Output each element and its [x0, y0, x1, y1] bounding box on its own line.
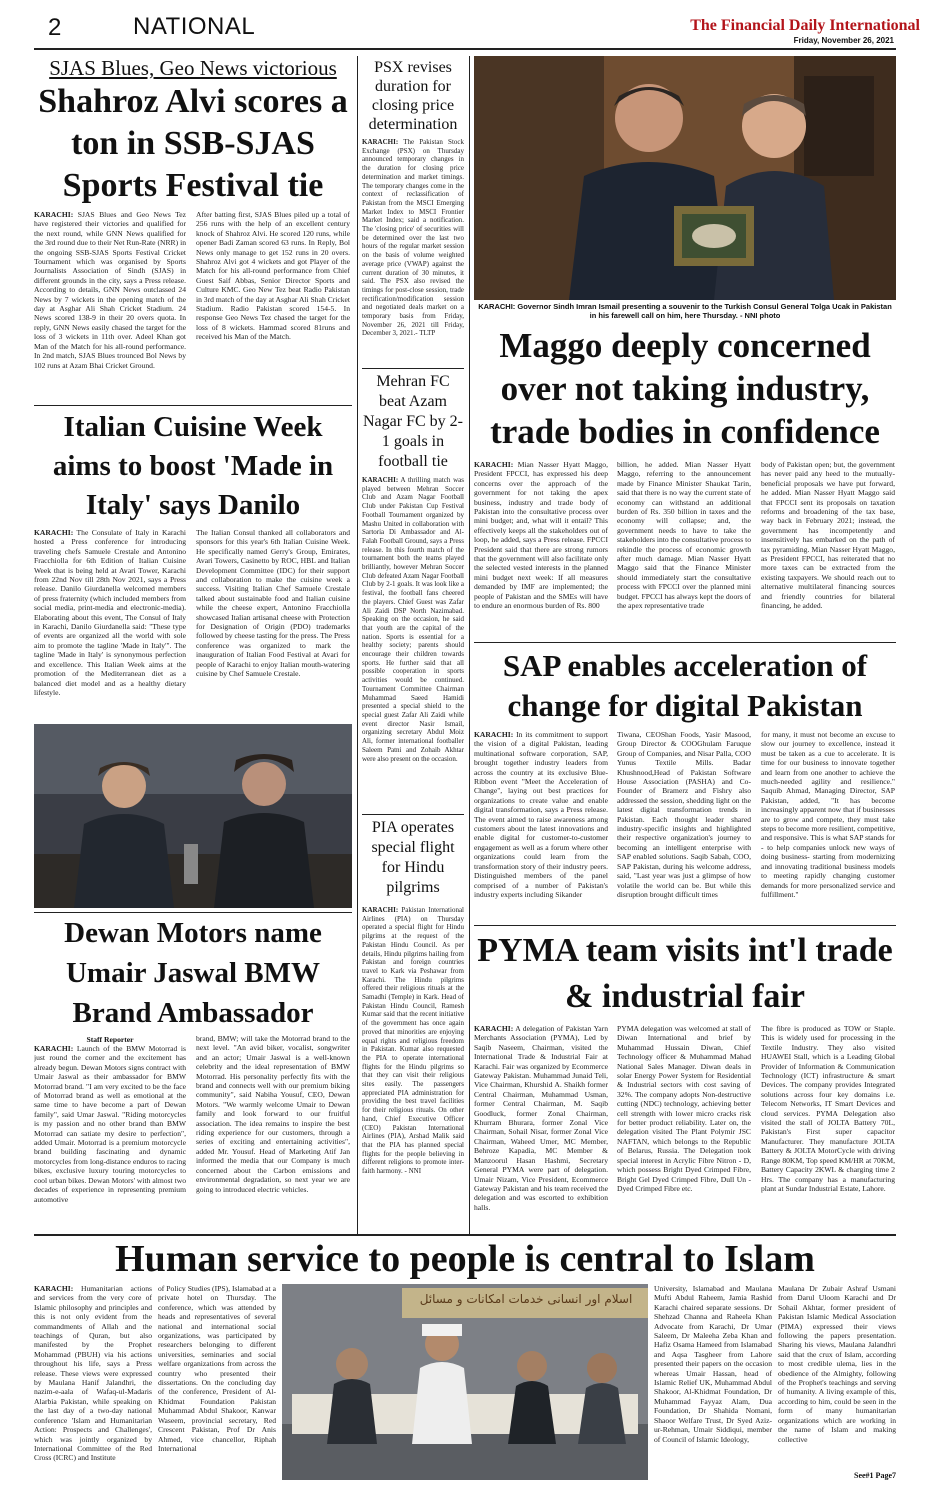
issue-date: Friday, November 26, 2021	[793, 36, 894, 45]
story10-body-col3	[654, 1284, 772, 1480]
story6-body-col2	[617, 730, 751, 922]
story10-text-col2: of Policy Studies (IPS), Islamabad at a private hotel on Thursday. The conference, which was attended by heads and representatives of several national and international social organizations, was participated by researchers belonging to different universities, seminaries and social welfare organizations from across the country who presented their dissertations. On the concluding day of the conference, President of Al-Khidmat Foundation Pakistan Muhammad Abdul Shakoor, Kanwar Waseem, provincial secretary, Red Crescent Pakistan, Prof Dr Anis Ahmed, vice chancellor, Riphah International	[158, 1284, 276, 1453]
story7-text: Pakistan International Airlines (PIA) on Thursday operated a special flight for Hindu pilgrims at the request of the Pakistan Hindu Council. As per details, Hindu pilgrims hailing from Pakistan and foreign countries travel to Kark via Peshawar from Karachi. The Hindu pilgrims offered their religious rituals at the Samadhi (Temple) in Kark. Head of Pakistan Hindu Council, Ramesh Kumar said that the recent initiative of the government has once again proved that minorities are enjoying equal rights and religious freedom in Pakistan. Kumar also requested the PIA to operate international flights for the Hindu pilgrims so that they can visit their religious sites easily. The passengers appreciated PIA administration for providing the best travel facilities for their religious rituals. On other hand, Chief Executive Officer (CEO) Pakistan International Airlines (PIA), Arshad Malik said that the PIA has planned special flights for the people believing in different religions to promote inter-faith harmony. - NNI	[362, 906, 464, 1176]
story4-body	[362, 476, 464, 810]
story5-body-col2	[617, 460, 751, 638]
story-rule	[474, 925, 896, 926]
conference-banner-text: اسلام اور انسانی خدمات امکانات و مسائل	[419, 1292, 633, 1306]
story1-body-col1	[34, 210, 186, 403]
story5-body-col1	[474, 460, 608, 638]
story5-text-col3: body of Pakistan open; but, the government has never paid any heed to the mutually-beneficial proposals we have put forward, he added. Mian Nasser Hyatt Maggo said that FPCCI sent its proposals on taxation reforms and broadening of the tax base, way back in February 2021; instead, the government has incompetently and insensitively has embarked on the path of tax pyramiding. Mian Nasser Hyatt Maggo, as President FPCCI, has reiterated that no more taxes can be extracted from the existing taxpayers. We should reach out to alternative multilateral financing sources and friendly countries for bilateral financing, he added.	[761, 460, 895, 611]
column-rule	[357, 56, 358, 1236]
masthead: The Financial Daily International	[690, 17, 920, 34]
story3-body-col1	[34, 528, 186, 718]
story8-dateline: KARACHI:	[34, 1044, 74, 1053]
column-rule	[469, 56, 470, 1236]
story9-text-col2: PYMA delegation was welcomed at stall of Diwan International and brief by Muhammad Hussain Diwan, Chief Technology officer & Muhammad Mahad National Sales Manager. Diwan deals in solar Energy Power System for Residential & Industrial sectors with cost saving of 32%. The company adopts Non-destructive cutting (NDC) technology, achieving better cell strength with lower micro cracks risk for better product reliability. Later on, the delegation visited The Plant Polymir JSC NAFTAN, which belongs to the Republic of Belarus, Russia. The Delegation took special interest in Acrylic Fibre Nitron - D, which possess Bright Dyed Crimped Fibre, Bright Gel Dyed Crimped Fibre, Dull Un - Dyed Crimped Fibre etc.	[617, 1024, 751, 1193]
governor-consul-illustration	[474, 56, 896, 300]
story9-body-col1	[474, 1024, 608, 1230]
story9-body-col3	[761, 1024, 895, 1230]
story3-headline: Italian Cuisine Week aims to boost 'Made in Italy' says Danilo	[52, 411, 334, 521]
story7-headline: PIA operates special flight for Hindu pilgrims	[371, 819, 455, 896]
story5-headline: Maggo deeply concerned over not taking industry, trade bodies in confidence	[490, 326, 880, 451]
story2-text: The Pakistan Stock Exchange (PSX) on Thursday announced temporary changes in the duration for closing price determination and market timings. The temporary changes come in the context of reclassification of Pakistan from the MSCI Emerging Market Index to MSCI Frontier Market Index; said a notification. The 'closing price' of securities will be determined over the last two hours of the regular market session on the basis of volume weighted average price (VWAP) against the current duration of 30 minutes, it said. The PSX also revised the timings for post-close session, trade rectification/modification session and negotiated deals market on a temporary basis from Friday, November 26, 2021 till Friday, December 3, 2021.- TLTP	[362, 138, 464, 338]
story-rule	[34, 405, 352, 406]
story5-text-col2: billion, he added. Mian Nasser Hyatt Maggo, referring to the announcement made by Finance Minister Shaukat Tarin, said that there is no way the current state of economy can withstand an additional burden of Rs. 350 billion in taxes and the economy will collapse; and, the government needs to have to take the stakeholders into the consultative process to rekindle the process of economic growth after much damage. Mian Nasser Hyatt Maggo said that the Finance Minister should immediately start the consultative process with FPCCI over the planned mini budget. FPCCI has always kept the doors of the apex representative trade	[617, 460, 751, 611]
story10-text-col1: Humanitarian actions and services from the very core of Islamic philosophy and principles and this is not only evident from the commandments of Allah and the teachings of Quran, but also manifested by the Prophet Mohammad (PBUH) via his actions throughout his life, says a Press release. These views were expressed by Maulana Hanif Jalandhri, the nazim-e-aala of Wafaq-ul-Madaris Alarbia Pakistan, while speaking on the last day of a two-day national conference 'Islam and Humanitarian Action: Prospects and Challenges', which was jointly organized by International Committee of the Red Cross (ICRC) and Institute	[34, 1284, 152, 1463]
story10-body-col1	[34, 1284, 152, 1480]
story8-headline: Dewan Motors name Umair Jaswal BMW Brand Ambassador	[64, 917, 322, 1029]
governor-consul-photo	[474, 56, 896, 300]
story6-text-col3: for many, it must not become an excuse to slow our journey to excellence, instead it must be taken as a cue to accelerate. It is time for our business to innovate together and learn from one another to achieve the much-needed agility and resilience." Saquib Ahmad, Managing Director, SAP Pakistan, added, "It has become increasingly apparent now that if businesses are to grow and compete, they must take steps to become more resilient, competitive, and responsive. This is what SAP stands for - to help companies unlock new ways of doing business- starting from modernizing and innovating traditional business models to meeting rapidly changing customer demands for more personalized service and fulfillment."	[761, 730, 895, 899]
page-number: 2	[48, 14, 62, 41]
italian-press-conference-photo	[34, 724, 352, 908]
story5-body-col3	[761, 460, 895, 638]
story10-text-col4: Maulana Dr Zubair Ashraf Usmani from Darul Uloom Karachi and Dr Sohail Akhtar, former president of Pakistan Islamic Medical Association (PIMA) expressed their views following the papers presentation. Sharing his views, Maulana Jalandhri said that the crux of Islam, according to most credible ulema, lies in the obedience of the Almighty, following of the Prophet's teachings and serving of humanity. A living example of this, according to him, could be seen in the form of many humanitarian organizations which are working in the name of Islam and making collective	[778, 1284, 896, 1444]
story10-dateline: KARACHI:	[34, 1284, 74, 1293]
story-rule	[474, 642, 896, 643]
story9-dateline: KARACHI:	[474, 1024, 514, 1033]
story4-headline: Mehran FC beat Azam Nagar FC by 2-1 goals in football tie	[363, 373, 463, 470]
story1-headline: Shahroz Alvi scores a ton in SSB-SJAS Sports Festival tie	[38, 83, 348, 204]
story7-dateline: KARACHI:	[362, 906, 399, 914]
story1-body-col2	[196, 210, 350, 403]
story8-text-col2: brand, BMW; will take the Motorrad brand to the next level. "An avid biker, vocalist, songwriter and an actor; Umair Jaswal is a well-known celebrity and the ideal representation of BMW Motorrad. His personality perfectly fits with the brand and connects well with our premium biking community", said Nabiha Yousuf, CEO, Dewan Motors. "We warmly welcome Umair to Dewan family and look forward to our fruitful association. The idea remains to inspire the best riding experience for our customers, through a series of exciting and entertaining activities", added Mr. Yousuf. Head of Marketing Atif Jan informed the media that our Company is much concerned about the Carbon emissions and environmental degradation, so next year we are going to introduced electric vehicles.	[196, 1034, 350, 1194]
section-label: NATIONAL	[133, 13, 256, 40]
story8-body-col2	[196, 1034, 350, 1230]
story1-kicker: SJAS Blues, Geo News victorious	[49, 56, 337, 80]
story9-text-col3: The fibre is produced as TOW or Staple. This is widely used for processing in the Textile Industry. They also visited HUAWEI Stall, which is a Leading Global Provider of Information & Communication Technology (ICT) infrastructure & smart Devices. The company provides Integrated solutions across four key domains i.e. Telecom Networks, IT Smart Devices and cloud services. PYMA Delegation also visited the stall of JOLTA Battery 70L, Pakistan's First super capacitor Manufacturer. They manufacture JOLTA Battery & JOLTA MotorCycle with driving Range 80KM, Top speed KM/HR at 70KM, Battery Capacity 2KWL & charging time 2 Hrs. The company has a manufacturing plant at Sundar Industrial Estate, Lahore.	[761, 1024, 895, 1193]
story10-body-col2	[158, 1284, 276, 1480]
story9-body-col2	[617, 1024, 751, 1230]
story6-body-col3	[761, 730, 895, 922]
story1-dateline: KARACHI:	[34, 210, 74, 219]
story9-headline: PYMA team visits int'l trade & industrial fair	[477, 932, 893, 1015]
story3-dateline: KARACHI:	[34, 528, 74, 537]
story4-text: A thrilling match was played between Mehran Soccer Club and Azam Nagar Football Club under Pakistan Cup Festival Football Tournament organized by Mashu United in collaboration with Sartoria Di Ambassador and Al-Falah Football Ground, says a Press release. In this fourth match of the tournament both the teams played brilliantly, however Mehran Soccer Club defeated Azam Nagar Football Club by 2-1 goals. It was look like a festival, the football fans cheered the players. Chief Guest was Zafar Ali Zaidi DSP North Nazimabad. Speaking on the occasion, he said that youth are the capital of the nation. Sports is essential for a healthy society; parents should encourage their children towards sports. He further said that all possible cooperation in sports activities would be continued. Tournament Committee Chairman Muhammad Saeed Hamidi presented a special shield to the special guest Zafar Ali Zaidi while event director Nasir Ismail, organizing secretary Abdul Moiz Ali, former international footballer Saleem Patni and Zohaib Akhtar were also present on the occasion.	[362, 476, 464, 763]
story2-body	[362, 138, 464, 364]
story8-text-col1: Launch of the BMW Motorrad is just round the corner and the excitement has already begun. Dewan Motors signs contract with Umair Jaswal as their ambassador for BMW Motorrad brand. "I am very excited to be the face of Motorrad brand as well as emotional at the same time to have become a part of Dewan family", said Umar Jaswal. "Riding motorcycles is my passion and no other brand than BMW Motorrad can satiate my desire to perfection", added Umair. Motorrad is a premium motorcycle brand building fascinating and dynamic motorcycles from long-distance enduros to racing bikes, exclusive luxury touring motorcycles to cool urban bikes. Dewan Motors' with almost two decades of experience in representing premium automotive	[34, 1044, 186, 1204]
story10-jump-link[interactable]: See#1 Page7	[854, 1471, 896, 1480]
story4-dateline: KARACHI:	[362, 476, 399, 484]
story2-headline: PSX revises duration for closing price determination	[368, 59, 458, 133]
story-rule	[362, 814, 464, 815]
story10-headline: Human service to people is central to Islam	[115, 1238, 815, 1280]
story3-body-col2	[196, 528, 350, 718]
conference-photo	[282, 1284, 648, 1480]
story6-text-col1: In its commitment to support the vision of a digital Pakistan, leading multinational software corporation, SAP, brought together industry leaders from across the country at its exclusive Blue-Ribbon event "Meet the Acceleration of Change", laying out best practices for organizations to create value and enable digital transformation, says a Press release. The event aimed to raise awareness among customers about the latest innovations and enable digital for customer-to-customer engagement as well as a forum where other organizations could learn from the transformation story of their industry peers. Distinguished members of the panel comprised of a number of Pakistan's industry experts including Sikander	[474, 730, 608, 899]
story1-text-col1: SJAS Blues and Geo News Tez have registered their victories and qualified for the next round, while GNN News qualified for the 3rd round due to their Net Run-Rate (NRR) in the ongoing SSB-SJAS Sports Festival Cricket Tournament which was organised by Sports Journalists Association of Sindh (SJAS) in different grounds in the city, says a Press release. According to details, GNN News outclassed 24 News by 7 wickets in the opening match of the day at Asghar Ali Shah Cricket Stadium. 24 News scored 138-9 in their 20 overs quota. In reply, GNN News easily chased the target for the loss of 3 wickets in 11th over. Adeel Khan got Man of the Match for his all-round performance. In 2nd match, SJAS Blues trounced Bol News by 102 runs at Azam Bhai Cricket Ground.	[34, 210, 186, 370]
story10-body-col4	[778, 1284, 896, 1470]
story6-body-col1	[474, 730, 608, 922]
story7-body	[362, 906, 464, 1230]
header-rule	[34, 48, 896, 50]
story8-byline: Staff Reporter	[86, 1035, 134, 1044]
story8-body-col1	[34, 1044, 186, 1230]
story10-text-col3: University, Islamabad and Maulana Mufti Abdul Raheem, Jamia Rashid Karachi chaired separate sessions. Dr Shehzad Channa and Raheela Khan Advocate from Karachi, Dr Umar Saleem, Dr Maleeha Zeba Khan and Hafiz Osama Hameed from Islamabad and Aqsa Tasgheer from Lahore presented their papers on the occasion whereas Umair Hassan, head of Islamic Relief UK, Muhammad Abdul Shakoor, Al-Khidmat Foundation, Dr Muhammad Fayyaz Alam, Dua Foundation, Dr Shahida Nomani, Shaoor Welfare Trust, Dr Syed Aziz-ur-Rehman, Umair Siddiqui, member of Council of Islamic Ideology,	[654, 1284, 772, 1444]
story3-text-col2: The Italian Consul thanked all collaborators and sponsors for this year's 6th Italian Cuisine Week. He specifically named Gerry's Group, Emirates, Avari Towers, Casinetto by ROC, HBL and Italian Development Committee (IDC) for their support and collaboration to make the cuisine week a success. Visiting Italian Chef Samuele Crestale talked about sustainable food and Italian cuisine while the cheese expert, Antonino Fracchiolla showcased Italian artisanal cheese with Protection for Designation of Origin (PDO) trademarks followed by cheese tasting for the press. The Press conference was organized to mark the inauguration of Italian Food Festival at Avari for people of Karachi to enjoy Italian mouth-watering cuisine by Chef Samuele Crestale.	[196, 528, 350, 679]
story5-text-col1: Mian Nasser Hyatt Maggo, President FPCCI, has expressed his deep concerns over the approach of the government for not taking the apex business, industry and trade body of Pakistan into the consultative process over mini budget; and, what will it entail? This effectively keeps all the stakeholders out of loop, he added, says a Press release. FPCCI President said that there are strong rumors that the government will also facilitate only the selected vested interests in the planned mini budget next week: If all measures demanded by IMF are implemented; the people of Pakistan and the SMEs will have to endure an enormous burden of Rs. 800	[474, 460, 608, 611]
story9-text-col1: A delegation of Pakistan Yarn Merchants Association (PYMA), Led by Saqib Naseem, Chairman, visited the International Trade & Industrial Fair at Karachi. Fair was organized by Ecommerce Gateway Pakistan. Muhammad Junaid Teli, Vice Chairman, Khurshid A. Shaikh former Central Chairman, Muhammad Usman, former Central Chairman, M. Saqib Goodluck, former Zonal Chairman, Khurram Bhurara, former Zonal Vice Chairman, Sohail Nisar, former Zonal Vice Chairman, Waheed Umer, MC Member, Behroze Kapadia, MC Member & Manzoorul Hasan Hashmi, Secretary General PYMA were part of delegation. Umair Nizam, Vice President, Ecommerce Gateway Pakistan and his team received the delegation and was escorted to exhibition halls.	[474, 1024, 608, 1212]
story1-text-col2: After batting first, SJAS Blues piled up a total of 256 runs with the help of an excellent century knock of Shahroz Alvi. He scored 120 runs, while opener Badi Zaman scored 63 runs. In Reply, Bol News only manage to get 152 runs in 20 overs. Shahroz Alvi got 4 wickets and got Player of the Match for his all-round performance from Chief Guest Saif Abbas, Senior Director Sports and Culture KMC. Geo New Tez beat Radio Pakistan in 3rd match of the day at Asghar Ali Shah Cricket Stadium. Radio Pakistan scored 154-5. In response Geo News Tez chased the target for the loss of 8 wickets. Hammad scored 81runs and received his Man of the Match.	[196, 210, 350, 342]
photo1-caption: KARACHI: Governor Sindh Imran Ismail presenting a souvenir to the Turkish Consul General Tolga Ucak in Pakistan in his farewell call on him, here Thursday. - NNI photo	[478, 302, 892, 320]
story3-text-col1: The Consulate of Italy in Karachi hosted a Press conference for introducing traveling chefs Samuele Crestale and Antonino Fracchiolla for 6th Edition of Italian Cuisine Week that is being held at Avari Tower, Karachi from 22nd Nov till 28th Nov 2021, says a Press release. Danilo Giurdanella welcomed members of press fraternity (which included members from social media, print-media and electronic-media). Elaborating about this event, The Consul of Italy in Karachi, Danilo Giurdanella said: "These type of events are organized all the world with sole aim to promote the tagline 'Made in Italy'". The tagline 'Made in Italy' is synonymous perfection and excellence. This Italian Week aims at the promotion of the Mediterranean diet as a balanced diet model and as a healthy dietary lifestyle.	[34, 528, 186, 697]
story6-text-col2: Tiwana, CEOShan Foods, Yasir Masood, Group Director & COOGhulam Faruque Group of Companies, and Nisar Palla, COO Yunus Textile Mills. Badar Khushnood,Head of Pakistan Software House Association (PASHA) and Co-Founder of Bramerz and Fishry also addressed the session, shedding light on the latest digital transformation trends in Pakistan. Each thought leader shared industry-specific insights and highlighted their respective organization's journey to becoming an intelligent enterprise with SAP enabled solutions. Saqib Sabah, COO, SAP Pakistan, during his welcome address, said, "Last year was just a glimpse of how volatile the world can be. But while this disruption brought difficult times	[617, 730, 751, 899]
press-conference-illustration	[34, 724, 352, 908]
story6-headline: SAP enables acceleration of change for digital Pakistan	[502, 648, 868, 723]
story-rule	[362, 368, 464, 369]
story6-dateline: KARACHI:	[474, 730, 514, 739]
conference-illustration	[282, 1284, 648, 1480]
story2-dateline: KARACHI:	[362, 138, 399, 146]
story5-dateline: KARACHI:	[474, 460, 514, 469]
